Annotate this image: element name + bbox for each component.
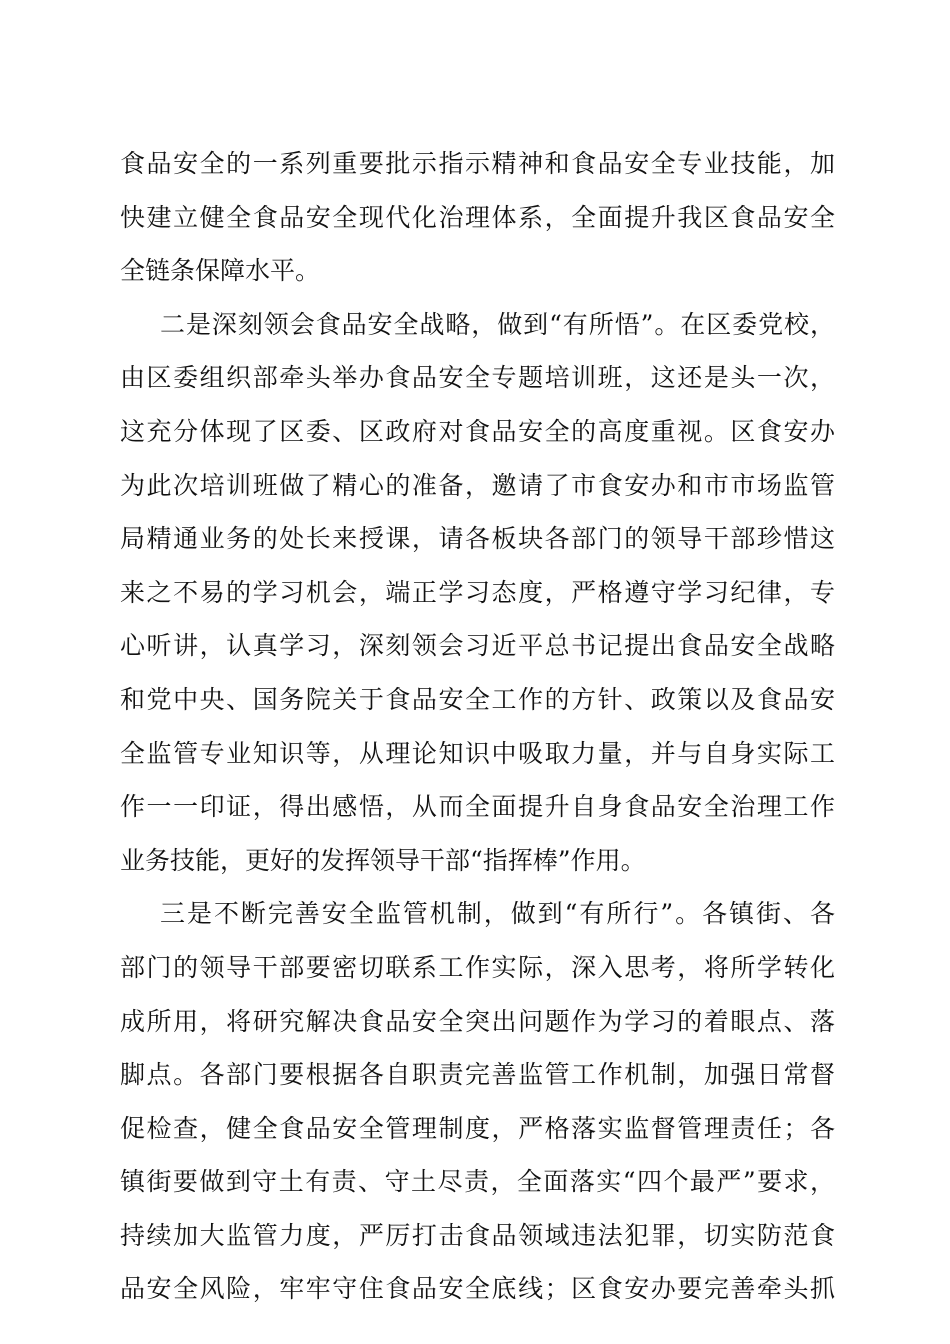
text-line: 食品安全的一系列重要批示指示精神和食品安全专业技能，加 (120, 149, 835, 178)
text-line: 这充分体现了区委、区政府对食品安全的高度重视。区食安办 (120, 416, 835, 446)
text-line: 品安全风险，牢牢守住食品安全底线；区食安办要完善牵头抓 (120, 1274, 835, 1304)
text-line: 来之不易的学习机会，端正学习态度，严格遵守学习纪律，专 (120, 577, 835, 607)
text-line: 业务技能，更好的发挥领导干部“指挥棒”作用。 (120, 845, 646, 875)
body-text (120, 137, 835, 1316)
text-line: 持续加大监管力度，严厉打击食品领域违法犯罪，切实防范食 (120, 1220, 835, 1250)
paragraph-start-line: 三是不断完善安全监管机制，做到“有所行”。各镇街、各 (160, 899, 835, 929)
text-line: 镇街要做到守土有责、守土尽责，全面落实“四个最严”要求， (120, 1167, 835, 1197)
text-line: 和党中央、国务院关于食品安全工作的方针、政策以及食品安 (120, 684, 835, 714)
text-line: 为此次培训班做了精心的准备，邀请了市食安办和市市场监管 (120, 470, 835, 500)
text-line: 促检查，健全食品安全管理制度，严格落实监督管理责任；各 (120, 1113, 835, 1143)
text-line: 心听讲，认真学习，深刻领会习近平总书记提出食品安全战略 (120, 631, 835, 661)
text-line: 局精通业务的处长来授课，请各板块各部门的领导干部珍惜这 (120, 524, 835, 554)
text-line: 全监管专业知识等，从理论知识中吸取力量，并与自身实际工 (120, 738, 835, 768)
text-line: 快建立健全食品安全现代化治理体系，全面提升我区食品安全 (120, 202, 835, 232)
text-line: 作一一印证，得出感悟，从而全面提升自身食品安全治理工作 (120, 792, 835, 822)
text-line: 部门的领导干部要密切联系工作实际，深入思考，将所学转化 (120, 952, 835, 982)
text-line: 全链条保障水平。 (120, 256, 321, 286)
text-line: 脚点。各部门要根据各自职责完善监管工作机制，加强日常督 (120, 1060, 835, 1090)
paragraph-start-line: 二是深刻领会食品安全战略，做到“有所悟”。在区委党校， (160, 309, 835, 339)
text-line: 成所用，将研究解决食品安全突出问题作为学习的着眼点、落 (120, 1006, 835, 1036)
text-line: 由区委组织部牵头举办食品安全专题培训班，这还是头一次， (120, 363, 835, 393)
